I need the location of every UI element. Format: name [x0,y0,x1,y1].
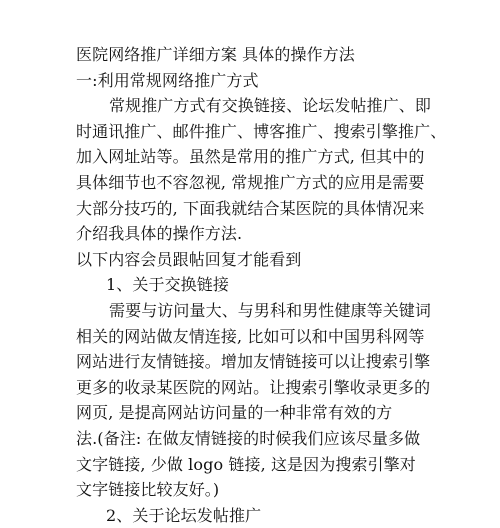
section-heading: 一:利用常规网络推广方式 [76,70,259,90]
paragraph-line: 文字链接, 少做 logo 链接, 这是因为搜索引擎对 [76,454,416,474]
paragraph-link-exchange [76,298,432,503]
paragraph-line: 法.(备注: 在做友情链接的时候我们应该尽量多做 [76,428,421,448]
paragraph-line: 需要与访问量大、与男科和男性健康等关键词 [109,300,432,320]
paragraph-line: 具体细节也不容忽视, 常规推广方式的应用是需要 [76,172,425,192]
document-title: 医院网络推广详细方案 具体的操作方法 [76,45,355,64]
item-heading-forum: 2、关于论坛发帖推广 [106,505,262,525]
paragraph-line: 网页, 是提高网站访问量的一种非常有效的方 [76,403,393,423]
paragraph-line: 时通讯推广、邮件推广、博客推广、搜索引擎推广、 [76,121,447,141]
paragraph-common-promotion [76,93,447,247]
document-body [76,42,447,528]
paragraph-line: 网站进行友情链接。增加友情链接可以让搜索引擎 [76,352,431,372]
member-notice: 以下内容会员跟帖回复才能看到 [76,249,302,269]
paragraph-line: 大部分技巧的, 下面我就结合某医院的具体情况来 [76,198,425,218]
paragraph-line: 加入网址站等。虽然是常用的推广方式, 但其中的 [76,147,425,167]
paragraph-line: 文字链接比较友好。) [76,480,220,500]
paragraph-line: 常规推广方式有交换链接、论坛发帖推广、即 [109,96,432,116]
paragraph-line: 相关的网站做友情连接, 比如可以和中国男科网等 [76,326,425,346]
paragraph-line: 介绍我具体的操作方法. [76,224,243,244]
paragraph-line: 更多的收录某医院的网站。让搜索引擎收录更多的 [76,377,431,397]
item-heading-links: 1、关于交换链接 [106,275,229,295]
